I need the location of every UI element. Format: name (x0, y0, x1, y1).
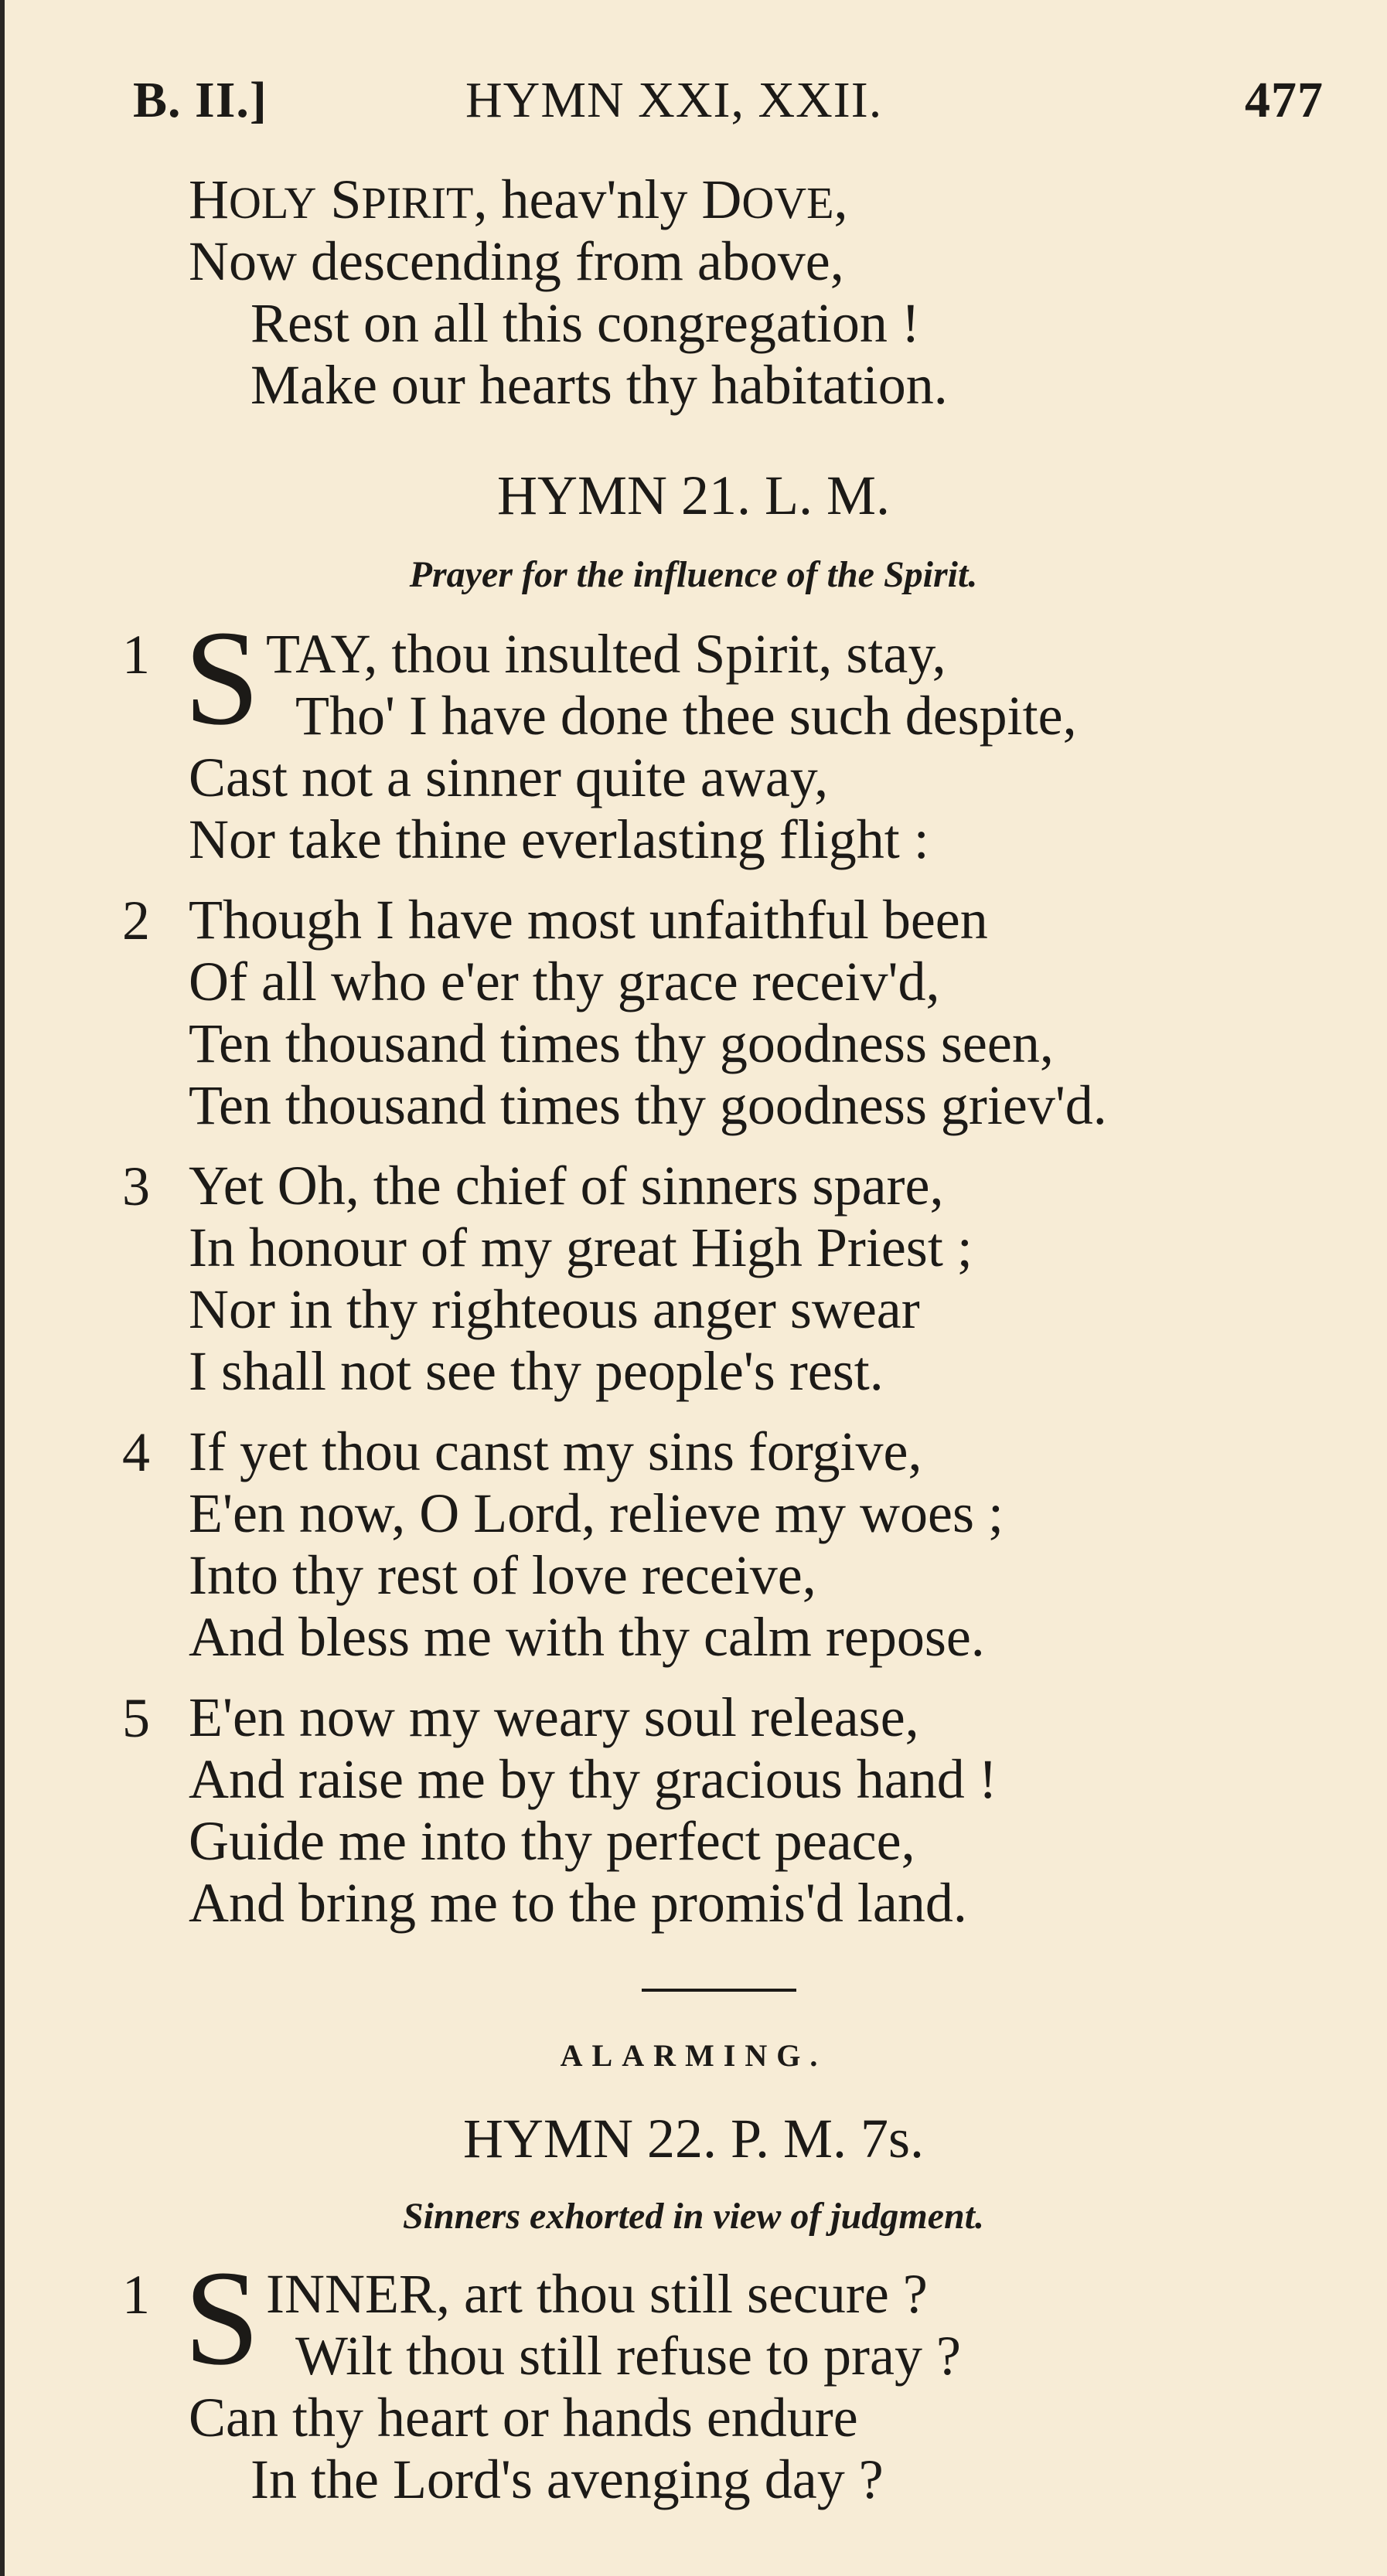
section-heading: ALARMING. (560, 2038, 827, 2073)
verse-line: Make our hearts thy habitation. (250, 354, 948, 416)
drop-cap: S (184, 603, 260, 754)
page-number: 477 (1245, 72, 1324, 128)
hymn-22-title: HYMN 22. P. M. 7s. (462, 2108, 925, 2169)
verse-line: Nor take thine everlasting flight : (189, 808, 929, 870)
page-binding-edge (0, 0, 5, 2576)
verse-line: HOLY SPIRIT, heav'nly DOVE, (189, 168, 848, 230)
section-divider (642, 1989, 796, 1992)
verse-line: And bring me to the promis'd land. (189, 1872, 967, 1934)
hymn-21-subtitle: Prayer for the influence of the Spirit. (409, 554, 978, 595)
hymn-22-subtitle: Sinners exhorted in view of judgment. (402, 2196, 985, 2237)
verse-text: , (833, 168, 848, 230)
hymn-21-title: HYMN 21. L. M. (496, 464, 890, 526)
stanza-number: 1 (122, 2264, 150, 2326)
verse-line: Can thy heart or hands endure (189, 2387, 858, 2448)
verse-line: Cast not a sinner quite away, (189, 747, 829, 808)
verse-line: Rest on all this congregation ! (250, 292, 920, 354)
verse-line: Nor in thy righteous anger swear (189, 1278, 920, 1340)
verse-line: Into thy rest of love receive, (189, 1544, 816, 1606)
verse-text: , heav'nly (473, 168, 702, 230)
drop-cap: S (184, 2243, 260, 2394)
verse-line: INNER, art thou still secure ? (266, 2263, 928, 2325)
verse-line: Ten thousand times thy goodness seen, (189, 1012, 1054, 1074)
verse-line: Now descending from above, (189, 230, 844, 292)
running-header-title: HYMN XXI, XXII. (465, 72, 883, 128)
verse-line: Wilt thou still refuse to pray ? (295, 2325, 961, 2387)
verse-line: And bless me with thy calm repose. (189, 1606, 985, 1668)
verse-line: And raise me by thy gracious hand ! (189, 1748, 997, 1810)
verse-line: In honour of my great High Priest ; (189, 1217, 973, 1278)
small-caps-word: OLY (229, 178, 317, 228)
verse-line: In the Lord's avenging day ? (250, 2448, 884, 2510)
verse-line: Ten thousand times thy goodness griev'd. (189, 1074, 1107, 1136)
verse-line: TAY, thou insulted Spirit, stay, (266, 623, 946, 685)
verse-line: Of all who e'er thy grace receiv'd, (189, 951, 940, 1012)
verse-line: I shall not see thy people's rest. (189, 1340, 884, 1402)
verse-line: E'en now my weary soul release, (189, 1686, 919, 1748)
verse-line: Guide me into thy perfect peace, (189, 1810, 915, 1872)
stanza-number: 3 (122, 1155, 150, 1217)
verse-line: Though I have most unfaithful been (189, 889, 988, 951)
verse-line: E'en now, O Lord, relieve my woes ; (189, 1482, 1004, 1544)
small-caps-word: PIRIT (361, 178, 474, 228)
stanza-number: 5 (122, 1687, 150, 1749)
verse-line: If yet thou canst my sins forgive, (189, 1421, 922, 1482)
small-caps-word: OVE (741, 178, 834, 228)
running-header-section: B. II.] (133, 72, 268, 128)
stanza-number: 4 (122, 1421, 150, 1483)
stanza-number: 1 (122, 624, 150, 686)
stanza-number: 2 (122, 890, 150, 951)
verse-line: Yet Oh, the chief of sinners spare, (189, 1155, 944, 1217)
verse-line: Tho' I have done thee such despite, (295, 685, 1077, 747)
